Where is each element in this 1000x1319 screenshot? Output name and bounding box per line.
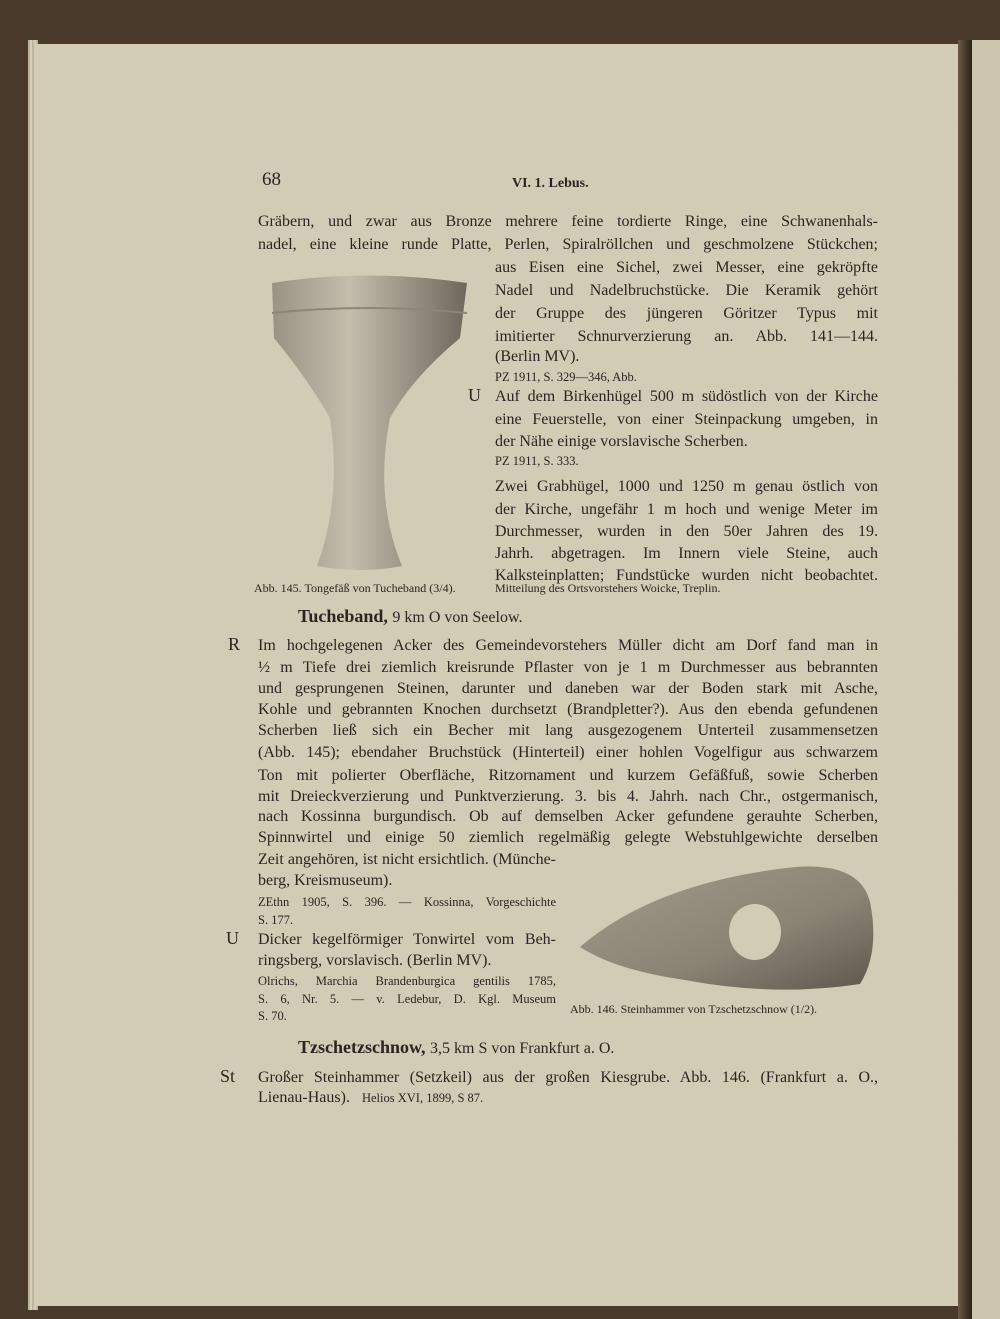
text-line: Dicker kegelförmiger Tonwirtel vom Beh- <box>258 931 556 948</box>
category-marker: U <box>468 385 481 405</box>
text-line: eine Feuerstelle, von einer Steinpackung umgeben, in <box>495 411 878 428</box>
text-line: der Kirche, ungefähr 1 m hoch und wenige Meter im <box>495 501 878 518</box>
section-heading-tzschetzschnow <box>298 1037 614 1058</box>
figure-145-caption: Abb. 145. Tongefäß von Tucheband (3/4). <box>254 581 456 595</box>
text-line: Großer Steinhammer (Setzkeil) aus der großen Kiesgrube. Abb. 146. (Frankfurt a. O., <box>258 1069 878 1086</box>
reference: S. 177. <box>258 913 294 927</box>
place-name: Tzschetzschnow, <box>298 1037 426 1057</box>
reference: PZ 1911, S. 329—346, Abb. <box>495 370 637 384</box>
reference: S. 6, Nr. 5. — v. Ledebur, D. Kgl. Museum <box>258 992 556 1006</box>
category-marker: St <box>220 1066 236 1086</box>
category-marker: R <box>228 634 241 654</box>
reference: Olrichs, Marchia Brandenburgica gentilis 1785, <box>258 974 556 988</box>
book-gutter <box>958 40 972 1319</box>
text-line: Auf dem Birkenhügel 500 m südöstlich von der Kirche <box>495 388 878 405</box>
text-line: aus Eisen eine Sichel, zwei Messer, eine gekröpfte <box>495 259 878 276</box>
text-line: ringsberg, vorslavisch. (Berlin MV). <box>258 952 492 969</box>
section-heading-tucheband <box>298 606 522 627</box>
text-line: nach Kossinna burgundisch. Ob auf demselben Acker gefundene gerauhte Scherben, <box>258 808 878 825</box>
text-line: der Gruppe des jüngeren Göritzer Typus mit <box>495 305 878 322</box>
text-line: Spinnwirtel und einige 50 ziemlich regelmäßig gelegte Webstuhlgewichte derselben <box>258 829 878 846</box>
figure-146-stone-hammer <box>575 862 885 997</box>
text-line: Zwei Grabhügel, 1000 und 1250 m genau östlich von <box>495 478 878 495</box>
reference: ZEthn 1905, S. 396. — Kossinna, Vorgeschichte <box>258 895 556 909</box>
text-line: Durchmesser, wurden in den 50er Jahren des 19. <box>495 523 878 540</box>
reference: Mitteilung des Ortsvorstehers Woicke, Treplin. <box>495 581 721 595</box>
text-line: Gräbern, und zwar aus Bronze mehrere feine tordierte Ringe, eine Schwanenhals- <box>258 213 878 230</box>
text-line: und gesprungenen Steinen, darunter und daneben war der Boden stark mit Asche, <box>258 680 878 697</box>
running-title: VI. 1. Lebus. <box>512 176 589 191</box>
text-line: imitierter Schnurverzierung an. Abb. 141—144. <box>495 328 878 345</box>
text-line: Nadel und Nadelbruchstücke. Die Keramik gehört <box>495 282 878 299</box>
reference: PZ 1911, S. 333. <box>495 454 579 468</box>
text-line: ½ m Tiefe drei ziemlich kreisrunde Pflaster von je 1 m Durchmesser aus bebrannten <box>258 659 878 676</box>
text-line: Jahrh. abgetragen. Im Innern viele Steine, auch <box>495 545 878 562</box>
page-number: 68 <box>262 169 281 190</box>
text-line: Zeit angehören, ist nicht ersichtlich. (Münche- <box>258 851 556 868</box>
reference: S. 70. <box>258 1009 287 1023</box>
text-line: Kohle und gebrannten Knochen durchsetzt (Brandpletter?). Aus den ebenda gefundenen <box>258 701 878 718</box>
text-line: berg, Kreismuseum). <box>258 872 393 889</box>
facing-page <box>972 40 1000 1319</box>
place-location: 9 km O von Seelow. <box>392 609 523 626</box>
figure-145-vessel <box>262 268 482 576</box>
text-line: Ton mit polierter Oberfläche, Ritzornament und kurzem Gefäßfuß, sowie Scherben <box>258 767 878 784</box>
text-line: nadel, eine kleine runde Platte, Perlen, Spiralröllchen und geschmolzene Stückchen; <box>258 236 878 253</box>
place-location: 3,5 km S von Frankfurt a. O. <box>430 1040 615 1057</box>
place-name: Tucheband, <box>298 606 388 626</box>
text-line: (Abb. 145); ebendaher Bruchstück (Hinterteil) einer hohlen Vogelfigur aus schwarzem <box>258 744 878 761</box>
text-line: Kalksteinplatten; Fundstücke wurden nicht beobachtet. <box>495 567 878 584</box>
figure-146-caption: Abb. 146. Steinhammer von Tzschetzschnow (1/2). <box>570 1002 818 1016</box>
category-marker: U <box>226 928 239 948</box>
reference: Helios XVI, 1899, S 87. <box>361 1091 484 1105</box>
text-line: mit Dreieckverzierung und Punktverzierung. 3. bis 4. Jahrh. nach Chr., ostgermanisch, <box>258 788 878 805</box>
text-line <box>258 1088 878 1108</box>
text: Lienau-Haus). <box>258 1089 350 1106</box>
text-line: der Nähe einige vorslavische Scherben. <box>495 433 748 450</box>
text-line: Scherben ließ sich ein Becher mit lang ausgezogenem Unterteil zusammensetzen <box>258 722 878 739</box>
text-line: (Berlin MV). <box>495 348 580 365</box>
text-line: Im hochgelegenen Acker des Gemeindevorstehers Müller dicht am Dorf fand man in <box>258 637 878 654</box>
